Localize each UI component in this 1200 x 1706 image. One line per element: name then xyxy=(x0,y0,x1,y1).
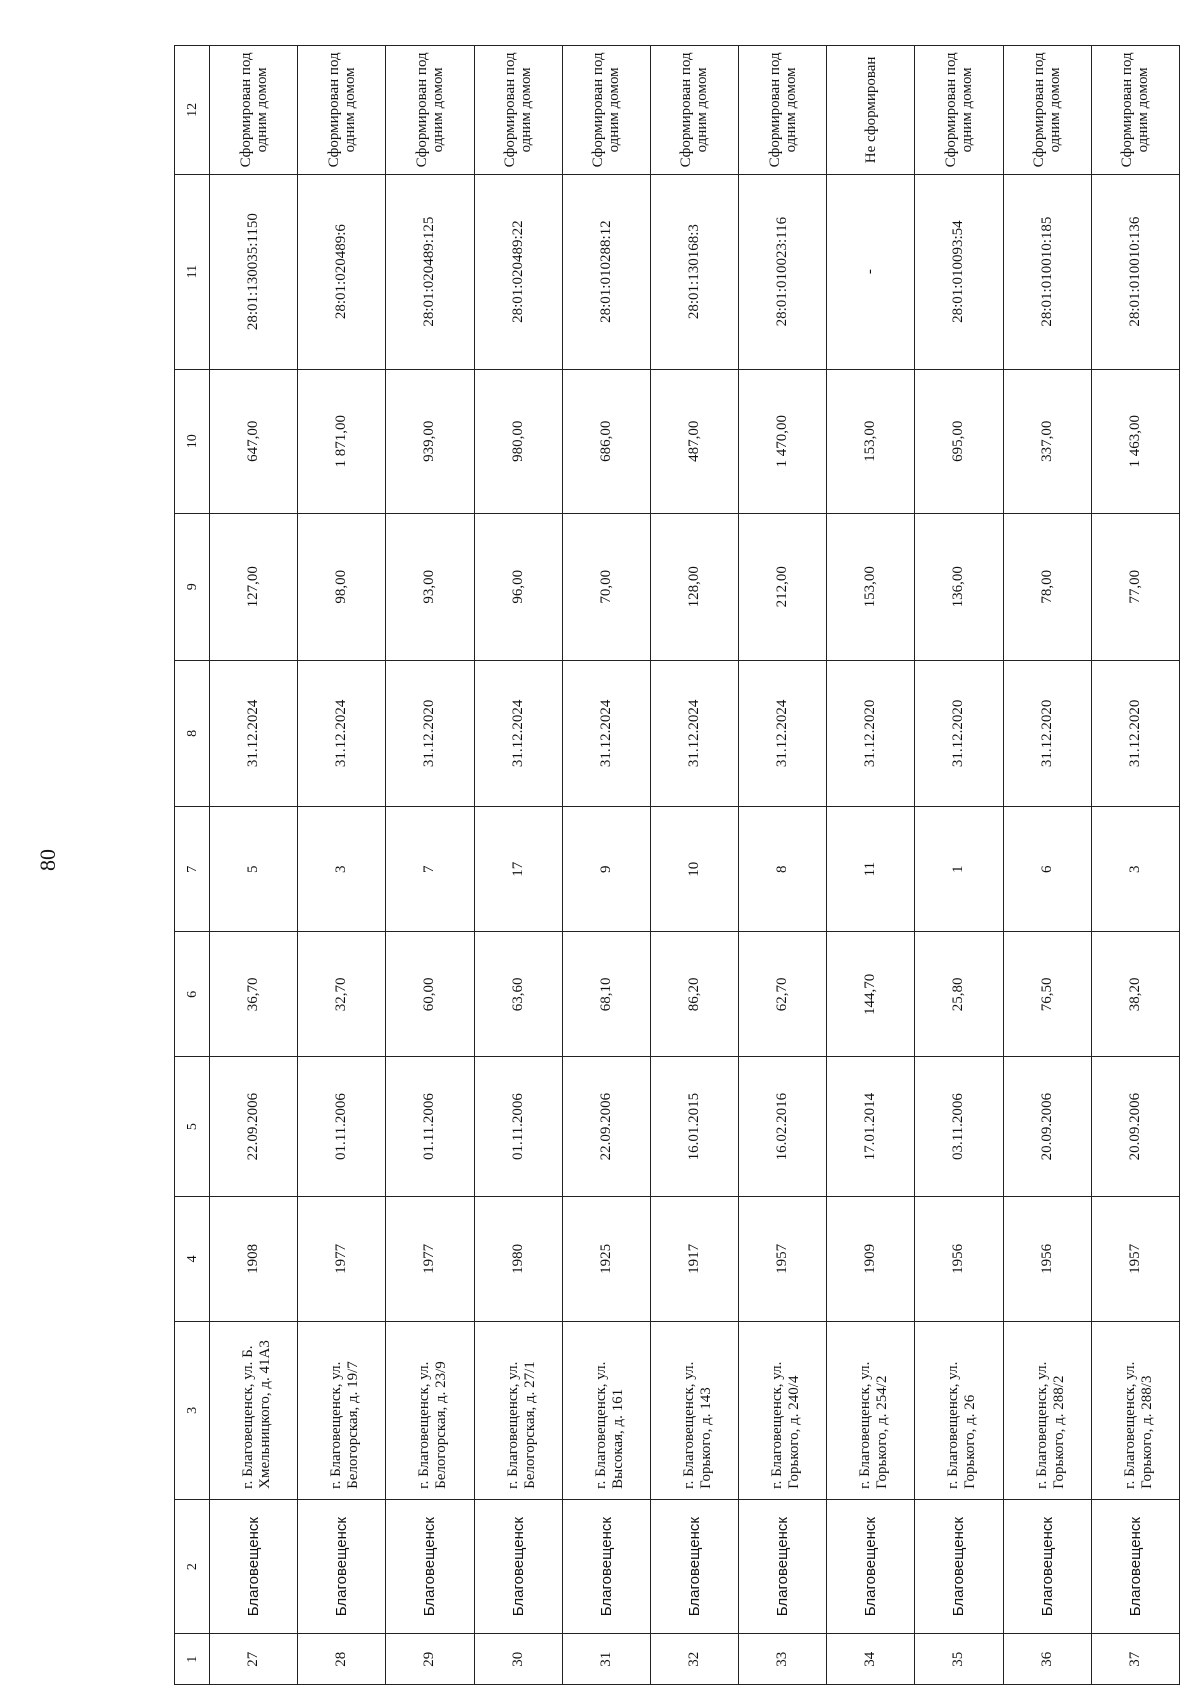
housing-registry-table xyxy=(174,45,1180,1685)
year-cell: 1957 xyxy=(739,1196,827,1321)
table-row xyxy=(739,46,827,1685)
column-number: 5 xyxy=(175,1057,210,1196)
settlement-cell: Благовещенск xyxy=(298,1499,386,1634)
settlement-cell: Благовещенск xyxy=(386,1499,474,1634)
area-cell: 38,20 xyxy=(1091,932,1179,1057)
land-plot-status-cell: Сформирован под одним домом xyxy=(210,46,298,175)
column-number: 6 xyxy=(175,932,210,1057)
column-9-cell: 212,00 xyxy=(739,513,827,660)
date-cell: 17.01.2014 xyxy=(827,1057,915,1196)
column-9-cell: 70,00 xyxy=(562,513,650,660)
cadastral-number-cell: 28:01:010288:12 xyxy=(562,174,650,369)
land-plot-status-cell: Сформирован под одним домом xyxy=(739,46,827,175)
planned-date-cell: 31.12.2024 xyxy=(650,660,738,807)
column-9-cell: 136,00 xyxy=(915,513,1003,660)
column-10-cell: 1 463,00 xyxy=(1091,369,1179,513)
address-cell: г. Благовещенск, ул. Белогорская, д. 27/1 xyxy=(474,1321,562,1499)
area-cell: 62,70 xyxy=(739,932,827,1057)
address-cell: г. Благовещенск, ул. Белогорская, д. 23/9 xyxy=(386,1321,474,1499)
row-number-cell: 29 xyxy=(386,1634,474,1685)
address-cell: г. Благовещенск, ул. Горького, д. 254/2 xyxy=(827,1321,915,1499)
date-cell: 22.09.2006 xyxy=(562,1057,650,1196)
year-cell: 1909 xyxy=(827,1196,915,1321)
date-cell: 20.09.2006 xyxy=(1091,1057,1179,1196)
column-number: 11 xyxy=(175,174,210,369)
row-number-cell: 37 xyxy=(1091,1634,1179,1685)
address-cell: г. Благовещенск, ул. Горького, д. 288/2 xyxy=(1003,1321,1091,1499)
residents-cell: 5 xyxy=(210,807,298,932)
table-row xyxy=(1003,46,1091,1685)
residents-cell: 7 xyxy=(386,807,474,932)
land-plot-status-cell: Сформирован под одним домом xyxy=(915,46,1003,175)
row-number-cell: 30 xyxy=(474,1634,562,1685)
residents-cell: 8 xyxy=(739,807,827,932)
settlement-cell: Благовещенск xyxy=(1003,1499,1091,1634)
column-9-cell: 78,00 xyxy=(1003,513,1091,660)
column-9-cell: 153,00 xyxy=(827,513,915,660)
date-cell: 01.11.2006 xyxy=(474,1057,562,1196)
row-number-cell: 34 xyxy=(827,1634,915,1685)
rotated-table-frame xyxy=(174,45,1180,1685)
column-9-cell: 128,00 xyxy=(650,513,738,660)
cadastral-number-cell: 28:01:010010:185 xyxy=(1003,174,1091,369)
cadastral-number-cell: 28:01:010093:54 xyxy=(915,174,1003,369)
area-cell: 144,70 xyxy=(827,932,915,1057)
cadastral-number-cell: 28:01:020489:125 xyxy=(386,174,474,369)
residents-cell: 1 xyxy=(915,807,1003,932)
settlement-cell: Благовещенск xyxy=(1091,1499,1179,1634)
column-10-cell: 337,00 xyxy=(1003,369,1091,513)
planned-date-cell: 31.12.2020 xyxy=(827,660,915,807)
column-10-cell: 1 470,00 xyxy=(739,369,827,513)
cadastral-number-cell: 28:01:130035:1150 xyxy=(210,174,298,369)
date-cell: 03.11.2006 xyxy=(915,1057,1003,1196)
planned-date-cell: 31.12.2020 xyxy=(915,660,1003,807)
address-cell: г. Благовещенск, ул. Горького, д. 240/4 xyxy=(739,1321,827,1499)
planned-date-cell: 31.12.2020 xyxy=(1003,660,1091,807)
year-cell: 1925 xyxy=(562,1196,650,1321)
address-cell: г. Благовещенск, ул. Высокая, д. 161 xyxy=(562,1321,650,1499)
year-cell: 1977 xyxy=(298,1196,386,1321)
column-number: 10 xyxy=(175,369,210,513)
settlement-cell: Благовещенск xyxy=(474,1499,562,1634)
column-10-cell: 1 871,00 xyxy=(298,369,386,513)
column-10-cell: 153,00 xyxy=(827,369,915,513)
cadastral-number-cell: - xyxy=(827,174,915,369)
column-10-cell: 939,00 xyxy=(386,369,474,513)
column-10-cell: 686,00 xyxy=(562,369,650,513)
address-cell: г. Благовещенск, ул. Горького, д. 143 xyxy=(650,1321,738,1499)
table-row xyxy=(827,46,915,1685)
address-cell: г. Благовещенск, ул. Горького, д. 26 xyxy=(915,1321,1003,1499)
settlement-cell: Благовещенск xyxy=(210,1499,298,1634)
land-plot-status-cell: Сформирован под одним домом xyxy=(474,46,562,175)
date-cell: 20.09.2006 xyxy=(1003,1057,1091,1196)
column-9-cell: 127,00 xyxy=(210,513,298,660)
cadastral-number-cell: 28:01:020489:6 xyxy=(298,174,386,369)
settlement-cell: Благовещенск xyxy=(650,1499,738,1634)
column-number: 1 xyxy=(175,1634,210,1685)
planned-date-cell: 31.12.2024 xyxy=(474,660,562,807)
planned-date-cell: 31.12.2024 xyxy=(210,660,298,807)
year-cell: 1977 xyxy=(386,1196,474,1321)
row-number-cell: 31 xyxy=(562,1634,650,1685)
residents-cell: 3 xyxy=(1091,807,1179,932)
column-number-row xyxy=(175,46,210,1685)
date-cell: 01.11.2006 xyxy=(386,1057,474,1196)
year-cell: 1956 xyxy=(1003,1196,1091,1321)
table-row xyxy=(1091,46,1179,1685)
planned-date-cell: 31.12.2020 xyxy=(386,660,474,807)
column-9-cell: 98,00 xyxy=(298,513,386,660)
cadastral-number-cell: 28:01:020489:22 xyxy=(474,174,562,369)
column-number: 7 xyxy=(175,807,210,932)
land-plot-status-cell: Сформирован под одним домом xyxy=(298,46,386,175)
residents-cell: 11 xyxy=(827,807,915,932)
cadastral-number-cell: 28:01:010010:136 xyxy=(1091,174,1179,369)
year-cell: 1917 xyxy=(650,1196,738,1321)
column-number: 3 xyxy=(175,1321,210,1499)
table-row xyxy=(298,46,386,1685)
date-cell: 16.02.2016 xyxy=(739,1057,827,1196)
settlement-cell: Благовещенск xyxy=(915,1499,1003,1634)
table-row xyxy=(562,46,650,1685)
table-row xyxy=(650,46,738,1685)
row-number-cell: 33 xyxy=(739,1634,827,1685)
area-cell: 36,70 xyxy=(210,932,298,1057)
column-10-cell: 695,00 xyxy=(915,369,1003,513)
table-row xyxy=(386,46,474,1685)
column-9-cell: 96,00 xyxy=(474,513,562,660)
planned-date-cell: 31.12.2024 xyxy=(298,660,386,807)
year-cell: 1957 xyxy=(1091,1196,1179,1321)
address-cell: г. Благовещенск, ул. Б. Хмельницкого, д. 41А3 xyxy=(210,1321,298,1499)
row-number-cell: 27 xyxy=(210,1634,298,1685)
table-row xyxy=(210,46,298,1685)
column-number: 8 xyxy=(175,660,210,807)
column-9-cell: 77,00 xyxy=(1091,513,1179,660)
page-number: 80 xyxy=(35,849,60,871)
column-number: 9 xyxy=(175,513,210,660)
date-cell: 16.01.2015 xyxy=(650,1057,738,1196)
land-plot-status-cell: Сформирован под одним домом xyxy=(562,46,650,175)
column-10-cell: 487,00 xyxy=(650,369,738,513)
area-cell: 60,00 xyxy=(386,932,474,1057)
column-10-cell: 980,00 xyxy=(474,369,562,513)
address-cell: г. Благовещенск, ул. Белогорская, д. 19/7 xyxy=(298,1321,386,1499)
address-cell: г. Благовещенск, ул. Горького, д. 288/3 xyxy=(1091,1321,1179,1499)
area-cell: 76,50 xyxy=(1003,932,1091,1057)
area-cell: 63,60 xyxy=(474,932,562,1057)
settlement-cell: Благовещенск xyxy=(827,1499,915,1634)
column-9-cell: 93,00 xyxy=(386,513,474,660)
date-cell: 01.11.2006 xyxy=(298,1057,386,1196)
table-row xyxy=(915,46,1003,1685)
year-cell: 1956 xyxy=(915,1196,1003,1321)
planned-date-cell: 31.12.2024 xyxy=(739,660,827,807)
area-cell: 68,10 xyxy=(562,932,650,1057)
settlement-cell: Благовещенск xyxy=(739,1499,827,1634)
column-number: 2 xyxy=(175,1499,210,1634)
column-number: 12 xyxy=(175,46,210,175)
area-cell: 25,80 xyxy=(915,932,1003,1057)
residents-cell: 3 xyxy=(298,807,386,932)
area-cell: 86,20 xyxy=(650,932,738,1057)
residents-cell: 10 xyxy=(650,807,738,932)
table-row xyxy=(474,46,562,1685)
column-10-cell: 647,00 xyxy=(210,369,298,513)
row-number-cell: 36 xyxy=(1003,1634,1091,1685)
land-plot-status-cell: Сформирован под одним домом xyxy=(1003,46,1091,175)
land-plot-status-cell: Не сформирован xyxy=(827,46,915,175)
residents-cell: 9 xyxy=(562,807,650,932)
cadastral-number-cell: 28:01:010023:116 xyxy=(739,174,827,369)
date-cell: 22.09.2006 xyxy=(210,1057,298,1196)
land-plot-status-cell: Сформирован под одним домом xyxy=(386,46,474,175)
planned-date-cell: 31.12.2020 xyxy=(1091,660,1179,807)
land-plot-status-cell: Сформирован под одним домом xyxy=(650,46,738,175)
row-number-cell: 28 xyxy=(298,1634,386,1685)
land-plot-status-cell: Сформирован под одним домом xyxy=(1091,46,1179,175)
column-number: 4 xyxy=(175,1196,210,1321)
residents-cell: 6 xyxy=(1003,807,1091,932)
area-cell: 32,70 xyxy=(298,932,386,1057)
row-number-cell: 35 xyxy=(915,1634,1003,1685)
year-cell: 1908 xyxy=(210,1196,298,1321)
row-number-cell: 32 xyxy=(650,1634,738,1685)
year-cell: 1980 xyxy=(474,1196,562,1321)
cadastral-number-cell: 28:01:130168:3 xyxy=(650,174,738,369)
planned-date-cell: 31.12.2024 xyxy=(562,660,650,807)
residents-cell: 17 xyxy=(474,807,562,932)
settlement-cell: Благовещенск xyxy=(562,1499,650,1634)
